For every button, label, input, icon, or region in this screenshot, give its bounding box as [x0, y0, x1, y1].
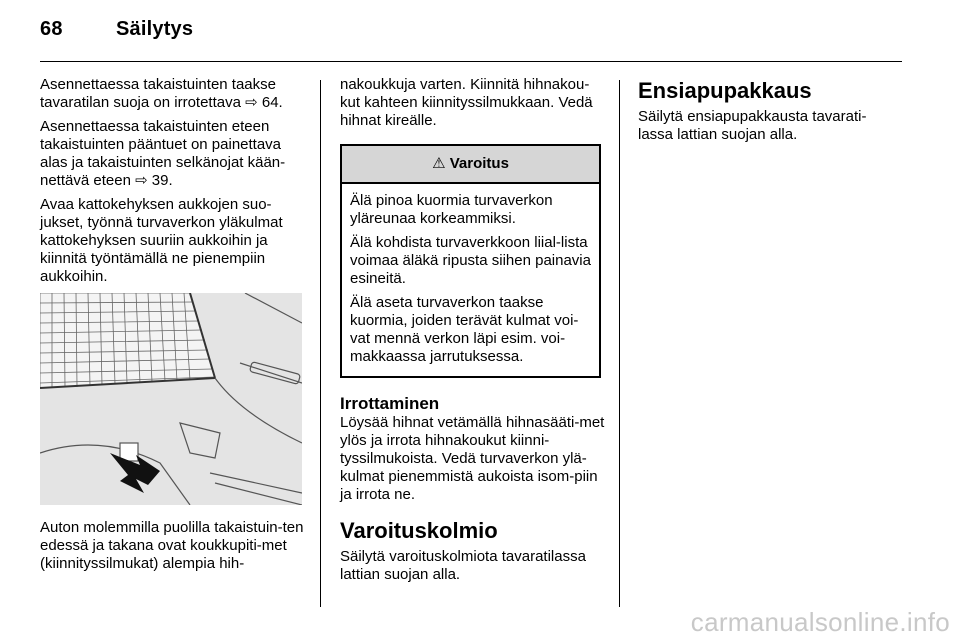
section-heading-irrottaminen: Irrottaminen [340, 394, 440, 413]
warning-box [340, 144, 601, 378]
paragraph: Avaa kattokehyksen aukkojen suo-jukset, työnnä turvaverkon yläkulmat kattokehyksen suuriin aukkoihin ja kiinnitä työntämällä ne pienempiin aukkoihin. [40, 196, 283, 285]
warning-paragraph: Älä pinoa kuormia turvaverkon yläreunaa korkeammiksi. [350, 192, 553, 227]
watermark: carmanualsonline.info [690, 607, 950, 637]
column-1-bottom [40, 519, 310, 573]
paragraph: Säilytä varoituskolmiota tavaratilassa lattian suojan alla. [340, 548, 586, 583]
header-rule [40, 61, 902, 62]
page-header [40, 18, 193, 41]
illustration-cargo-net [40, 293, 302, 505]
column-divider-1 [320, 80, 321, 607]
section-heading-varoituskolmio: Varoituskolmio [340, 518, 498, 543]
paragraph: Löysää hihnat vetämällä hihnasääti-met ylös ja irrota hihnakoukut kiinni-tyssilmukoista. Vedä turvaverkon ylä-kulmat pienemmistä aukoista isom-piin ja irrota ne. [340, 414, 605, 503]
paragraph: Säilytä ensiapupakkausta tavarati-lassa lattian suojan alla. [638, 108, 867, 143]
warning-paragraph: Älä kohdista turvaverkkoon liial-lista voimaa äläkä ripusta siihen painavia esineitä. [350, 234, 591, 287]
paragraph: Asennettaessa takaistuinten eteen takaistuinten pääntuet on painettava alas ja takaistuinten selkänojat kään-nettävä eteen ⇨ 39. [40, 118, 286, 189]
warning-triangle-icon: ⚠ [432, 155, 446, 172]
column-3 [638, 76, 900, 150]
column-1 [40, 76, 310, 292]
warning-header [342, 146, 599, 184]
warning-body [342, 184, 599, 376]
paragraph: nakoukkuja varten. Kiinnitä hihnakou-kut kahteen kiinnityssilmukkaan. Vedä hihnat kireälle. [340, 76, 593, 129]
section-heading-ensiapupakkaus: Ensiapupakkaus [638, 78, 812, 103]
warning-paragraph: Älä aseta turvaverkon taakse kuormia, joiden terävät kulmat voi-vat mennä verkon läpi esim. voi-makkaassa jarrutuksessa. [350, 294, 579, 365]
paragraph: Asennettaessa takaistuinten taakse tavaratilan suoja on irrotettava ⇨ 64. [40, 76, 283, 111]
page-title: Säilytys [116, 18, 194, 40]
warning-title: Varoitus [449, 155, 509, 172]
paragraph: Auton molemmilla puolilla takaistuin-ten edessä ja takana ovat koukkupiti-met (kiinnityssilmukat) alempia hih- [40, 519, 304, 572]
column-divider-2 [619, 80, 620, 607]
column-2 [340, 76, 605, 590]
cargo-net-grid [40, 293, 215, 388]
page-number: 68 [40, 18, 63, 40]
